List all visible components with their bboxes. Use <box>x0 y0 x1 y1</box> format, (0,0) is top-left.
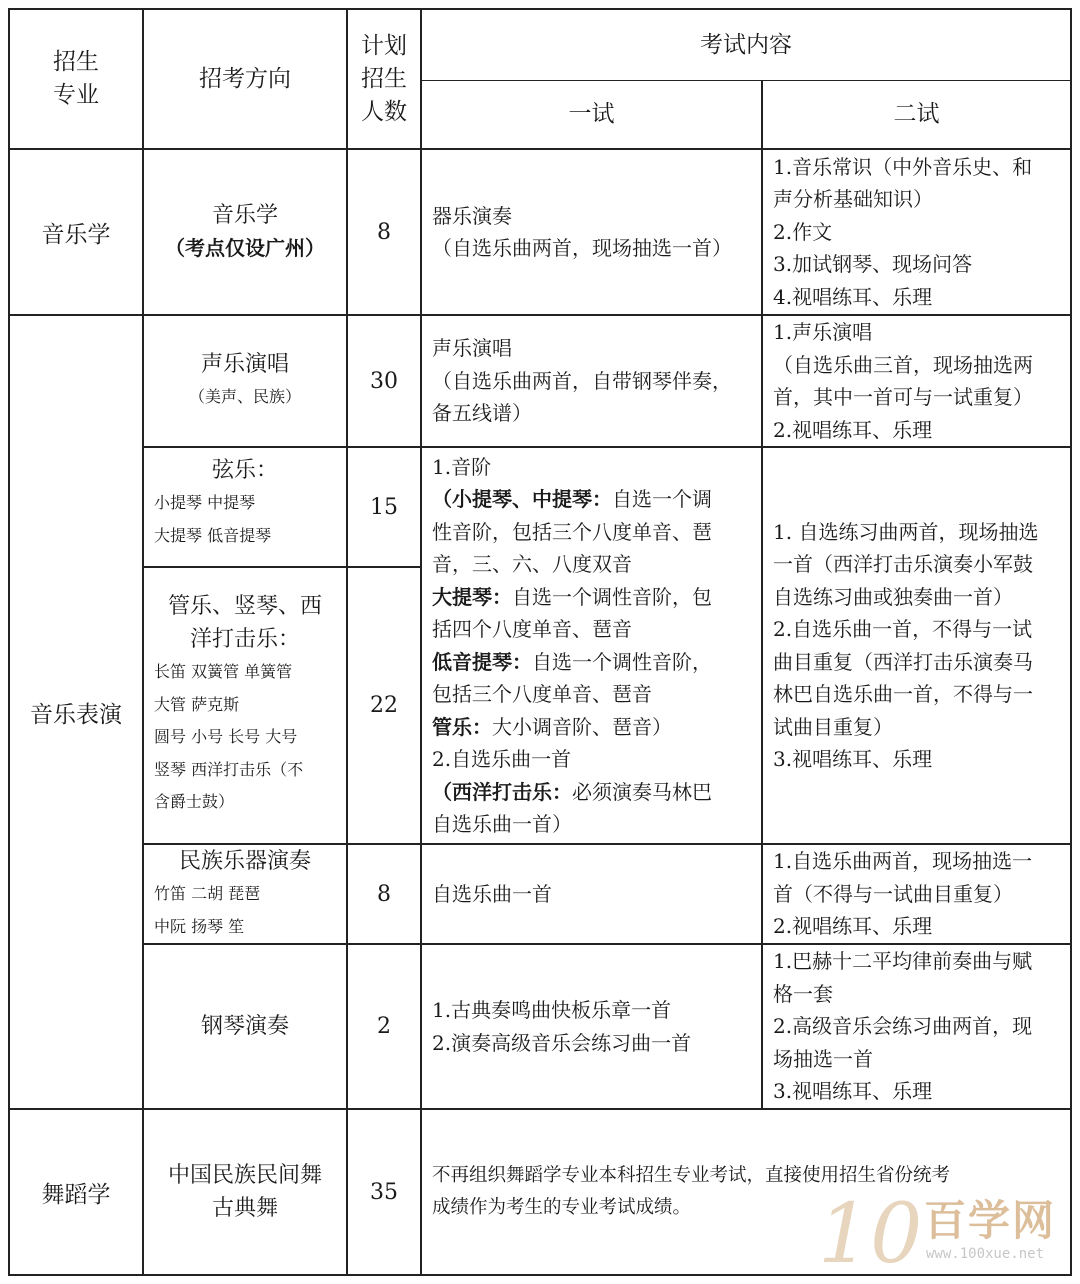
quota-winds: 22 <box>370 693 398 718</box>
svg-text:100: 10 <box>818 1187 923 1278</box>
logo-100-icon <box>816 1184 926 1278</box>
watermark-brand: 百学网 <box>924 1196 1057 1245</box>
first-exam-instrumental: 1.音阶 （小提琴、中提琴：自选一个调 性音阶，包括三个八度单音、琶 音，三、六、八度双音 大提琴：自选一个调性音阶，包 括四个八度单音、琶音 低音提琴：自选一个调性音阶， 包括三个八度单音、琶音 管乐：大小调音阶、琶音） 2.自选乐曲一首 （西洋打击乐：必须演奏马林巴 自选乐曲一首） <box>432 454 712 836</box>
direction-vocal: 声乐演唱 （美声、民族） <box>188 352 301 407</box>
exam-content-dance: 不再组织舞蹈学专业本科招生专业考试，直接使用招生省份统考 成绩作为考生的专业考试成绩。 <box>432 1164 951 1218</box>
quota-piano: 2 <box>377 1014 391 1039</box>
header-quota: 计划 招生 人数 <box>361 32 407 125</box>
first-exam-music: 器乐演奏 （自选乐曲两首，现场抽选一首） <box>432 203 732 260</box>
first-exam-piano: 1.古典奏鸣曲快板乐章一首 2.演奏高级音乐会练习曲一首 <box>432 998 692 1055</box>
quota-folk: 8 <box>377 881 391 907</box>
quota-vocal: 30 <box>370 368 398 394</box>
major-performance: 音乐表演 <box>30 701 122 728</box>
watermark-logo <box>816 1184 1068 1278</box>
direction-folk: 民族乐器演奏 竹笛 二胡 琵琶 中阮 扬琴 笙 <box>154 849 311 936</box>
major-dance: 舞蹈学 <box>41 1181 111 1208</box>
first-exam-folk: 自选乐曲一首 <box>432 881 552 906</box>
border-right <box>1070 8 1072 1276</box>
quota-strings: 15 <box>370 494 398 520</box>
second-exam-vocal: 1.声乐演唱 （自选乐曲三首，现场抽选两 首，其中一首可与一试重复） 2.视唱练耳、乐理 <box>773 320 1033 442</box>
quota-dance: 35 <box>370 1179 398 1205</box>
major-music: 音乐学 <box>41 221 111 248</box>
second-exam-instrumental: 1. 自选练习曲两首，现场抽选 一首（西洋打击乐演奏小军鼓 自选练习曲或独奏曲一首） 2.自选乐曲一首，不得与一试 曲目重复（西洋打击乐演奏马 林巴自选乐曲一首，不得与一 试曲目重复） 3.视唱练耳、乐理 <box>773 519 1039 771</box>
direction-piano: 钢琴演奏 <box>200 1014 289 1039</box>
direction-dance: 中国民族民间舞 古典舞 <box>167 1163 322 1221</box>
header-exam-content: 考试内容 <box>700 31 792 58</box>
quota-music: 8 <box>377 219 391 245</box>
header-first-exam: 一试 <box>568 101 615 127</box>
watermark-url: www.100xue.net <box>926 1246 1045 1262</box>
second-exam-folk: 1.自选乐曲两首，现场抽选一 首（不得与一试曲目重复） 2.视唱练耳、乐理 <box>773 849 1033 939</box>
header-second-exam: 二试 <box>893 101 940 127</box>
second-exam-piano: 1.巴赫十二平均律前奏曲与赋 格一套 2.高级音乐会练习曲两首，现 场抽选一首 3.视唱练耳、乐理 <box>773 949 1033 1104</box>
header-direction: 招考方向 <box>199 65 291 92</box>
direction-strings: 弦乐： 小提琴 中提琴 大提琴 低音提琴 <box>154 458 278 545</box>
second-exam-music: 1.音乐常识（中外音乐史、和 声分析基础知识） 2.作文 3.加试钢琴、现场问答 4.视唱练耳、乐理 <box>773 154 1033 309</box>
direction-music: 音乐学 （考点仅设广州） <box>165 203 325 260</box>
direction-winds: 管乐、竖琴、西 洋打击乐： 长笛 双簧管 单簧管 大管 萨克斯 圆号 小号 长号 大号 竖琴 西洋打击乐（不 含爵士鼓） <box>154 594 322 811</box>
first-exam-vocal: 声乐演唱 （自选乐曲两首，自带钢琴伴奏， 备五线谱） <box>432 336 732 426</box>
admissions-table <box>8 8 1072 1276</box>
header-major: 招生 专业 <box>53 49 99 108</box>
